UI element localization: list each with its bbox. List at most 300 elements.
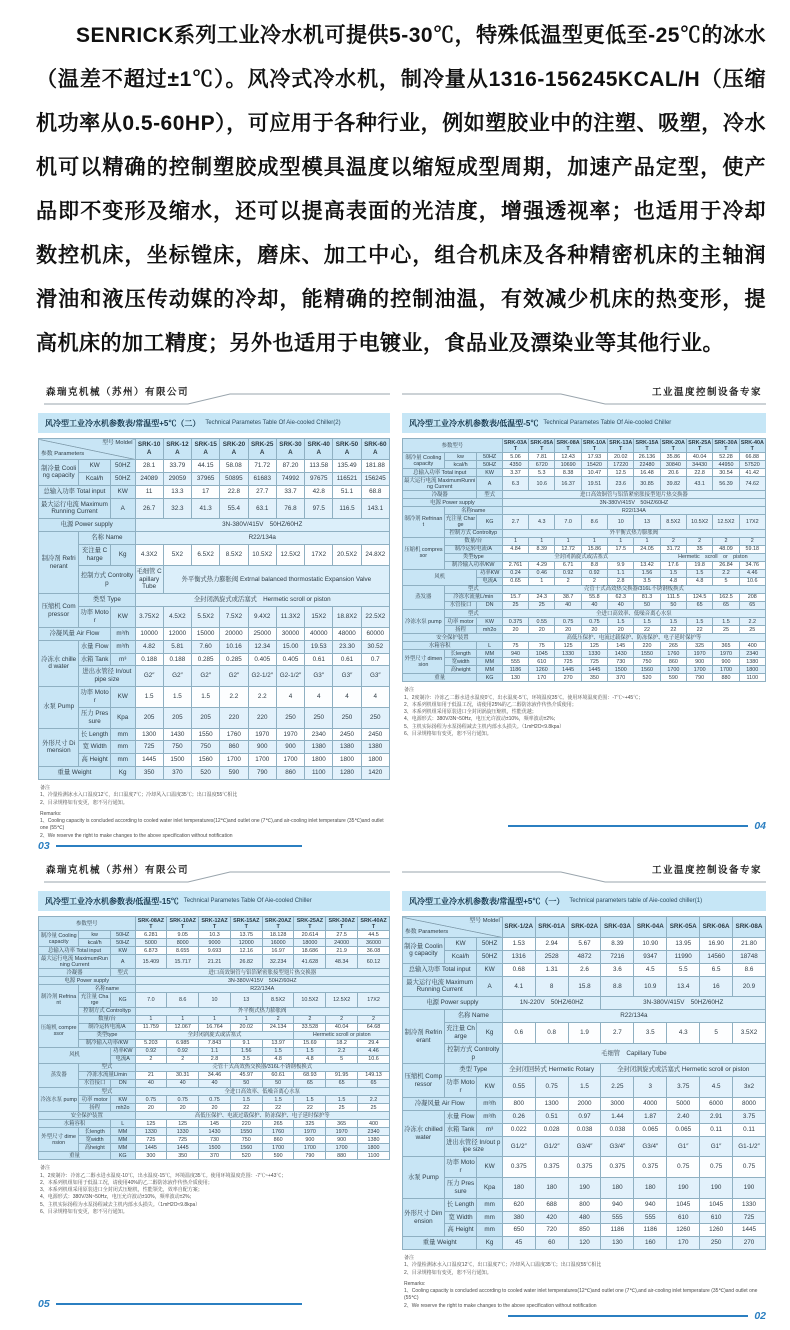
param-label-cell: 宽 Width bbox=[444, 1211, 477, 1224]
company-name: 森瑞克机械（苏州）有限公司 bbox=[46, 387, 190, 398]
spec-value-cell: 370 bbox=[163, 767, 191, 780]
spec-value-cell: 25 bbox=[739, 626, 765, 634]
spec-value-cell: 590 bbox=[660, 674, 686, 682]
param-label-cell: KW bbox=[110, 1096, 135, 1104]
param-label-cell: 总输入功率 Total input bbox=[403, 469, 477, 477]
spec-value-cell: 790 bbox=[294, 1152, 326, 1160]
param-label-cell: 冷冻水流量L/min bbox=[444, 593, 502, 601]
param-label-cell: 电源 Power supply bbox=[403, 997, 503, 1010]
spec-value-cell: 1.5 bbox=[608, 618, 634, 626]
param-label-cell: Kg bbox=[110, 545, 135, 566]
spec-value-cell: 1380 bbox=[358, 1136, 390, 1144]
spec-value-cell: G2″ bbox=[192, 666, 220, 687]
spec-value-cell: 27.7 bbox=[248, 485, 276, 498]
page-number-row bbox=[38, 840, 390, 854]
spec-value-cell: 55.8 bbox=[581, 593, 607, 601]
spec-value-cell: 25 bbox=[502, 601, 528, 609]
spec-value-cell: 2.761 bbox=[502, 561, 528, 569]
spec-value-cell: 190 bbox=[733, 1178, 766, 1199]
spec-value-cell: 250 bbox=[361, 707, 389, 728]
spec-value-cell: 30.52 bbox=[361, 640, 389, 653]
footnote-line: Remarks: bbox=[40, 810, 62, 817]
param-label-cell: DN bbox=[477, 601, 502, 609]
spec-value-cell: 6000 bbox=[700, 1098, 733, 1111]
spec-value-cell: 4872 bbox=[568, 950, 601, 963]
param-label-cell: 制冷运转电流/A bbox=[79, 1023, 135, 1031]
model-header-cell: SRK-30A bbox=[276, 439, 304, 460]
spec-value-cell: 26.82 bbox=[230, 955, 262, 969]
param-label-cell: 50HZ bbox=[477, 938, 502, 951]
spec-value-cell: 33.528 bbox=[294, 1023, 326, 1031]
spec-value-cell: 6.71 bbox=[555, 561, 581, 569]
spec-value-cell: 0.46 bbox=[529, 569, 555, 577]
param-label-cell: 高height bbox=[444, 666, 477, 674]
model-header-cell: SRK-10AT bbox=[582, 439, 606, 452]
spec-value-cell: 10.6 bbox=[358, 1055, 390, 1063]
spec-value-cell: R22/134a bbox=[502, 1010, 765, 1023]
company-name: 工业温度控制设备专家 bbox=[651, 865, 762, 876]
spec-value-cell: 8.6 bbox=[581, 515, 607, 529]
spec-value-cell: 41.628 bbox=[294, 955, 326, 969]
spec-value-cell: 1 bbox=[634, 537, 660, 545]
spec-value-cell: 145 bbox=[199, 1120, 231, 1128]
footnote-line: 1、Cooling capacity is concluded according to cooled water inlet temperatures(12℃)and outlet one (7℃),and air-cooling inlet temperature (35℃)and outlet one (55℃) bbox=[40, 818, 384, 832]
footnotes bbox=[38, 1165, 390, 1216]
param-label-cell: Kcal/h bbox=[444, 950, 477, 963]
spec-value-cell: 20 bbox=[199, 1104, 231, 1112]
spec-value-cell: 12.067 bbox=[167, 1023, 199, 1031]
param-label-cell: 功率KW bbox=[110, 1047, 135, 1055]
spec-value-cell: 4.82 bbox=[135, 640, 163, 653]
spec-value-cell: 900 bbox=[294, 1136, 326, 1144]
spec-value-cell: 0.038 bbox=[601, 1123, 634, 1136]
spec-value-cell: 1330 bbox=[167, 1128, 199, 1136]
spec-value-cell: 370 bbox=[199, 1152, 231, 1160]
spec-value-cell: 520 bbox=[230, 1152, 262, 1160]
footnote-line: 3、本系列机组采用原装进口全封闭涡旋压缩机，性能优越； bbox=[404, 709, 537, 716]
param-label-cell: 参数型号 bbox=[403, 439, 503, 453]
spec-value-cell: 71.72 bbox=[248, 460, 276, 473]
spec-value-cell: 4.3X2 bbox=[135, 545, 163, 566]
spec-value-cell: 外平衡式热力膨胀阀 bbox=[135, 1007, 390, 1015]
spec-value-cell: 156245 bbox=[361, 472, 389, 485]
spec-value-cell: 1.1 bbox=[199, 1047, 231, 1055]
model-header-cell: SRK-30AZT bbox=[326, 917, 358, 931]
spec-value-cell: 0.75 bbox=[135, 1096, 167, 1104]
spec-value-cell: 1.5 bbox=[262, 1047, 294, 1055]
spec-value-cell: 22.8 bbox=[686, 469, 712, 477]
spec-value-cell: 180 bbox=[535, 1178, 568, 1199]
spec-value-cell: 68.8 bbox=[361, 485, 389, 498]
spec-value-cell: 全进口高效率、低噪音离心水泵 bbox=[135, 1088, 390, 1096]
param-label-cell: 制冷量 Cooling capacity bbox=[39, 460, 79, 486]
spec-value-cell: 8.39 bbox=[601, 938, 634, 951]
spec-value-cell: 4 bbox=[333, 687, 361, 708]
spec-value-cell: 13.75 bbox=[230, 931, 262, 939]
spec-value-cell: 11990 bbox=[667, 950, 700, 963]
spec-value-cell: 3N-380V/415V 50HZ/60HZ bbox=[135, 977, 390, 985]
spec-value-cell: 1.1 bbox=[608, 569, 634, 577]
spec-value-cell: R22/134A bbox=[135, 985, 390, 993]
spec-value-cell: 1.5 bbox=[713, 618, 739, 626]
page-header bbox=[38, 860, 390, 884]
param-label-cell: 总输入功率 Total input bbox=[403, 963, 477, 976]
spec-value-cell: 8.5X2 bbox=[660, 515, 686, 529]
spec-value-cell: 65 bbox=[713, 601, 739, 609]
spec-value-cell: 270 bbox=[733, 1237, 766, 1250]
spec-value-cell: 50 bbox=[262, 1079, 294, 1087]
spec-value-cell bbox=[39, 439, 136, 460]
table-title-en: Technical Parametes Table Of Aie-cooled Chiller bbox=[183, 898, 312, 904]
spec-value-cell: 25000 bbox=[248, 627, 276, 640]
spec-value-cell: 20.5X2 bbox=[333, 545, 361, 566]
spec-value-cell: 63.1 bbox=[248, 498, 276, 519]
model-header-cell: SRK-25AZT bbox=[294, 917, 326, 931]
spec-value-cell: 97675 bbox=[305, 472, 333, 485]
spec-value-cell: 0.188 bbox=[135, 653, 163, 666]
param-label-cell: 长length bbox=[79, 1128, 111, 1136]
spec-value-cell: 1186 bbox=[502, 666, 528, 674]
param-label-cell: 功率 Motor bbox=[79, 607, 111, 628]
param-label-cell: 功率 Motor bbox=[79, 687, 111, 708]
spec-value-cell: 555 bbox=[502, 658, 528, 666]
spec-value-cell: 1 bbox=[529, 537, 555, 545]
spec-value-cell: G1/2″ bbox=[535, 1136, 568, 1157]
spec-value-cell: 1500 bbox=[163, 754, 191, 767]
spec-value-cell: 590 bbox=[220, 767, 248, 780]
footnote-line: 2、We reserve the right to make changes to the above specification without notification bbox=[40, 832, 233, 839]
model-header-cell: SRK-40AT bbox=[740, 439, 764, 452]
spec-value-cell: 688 bbox=[535, 1198, 568, 1211]
spec-value-cell: 1970 bbox=[294, 1128, 326, 1136]
footnote-line: 2、目录规格如有变更，恕不另行通知。 bbox=[404, 1269, 492, 1276]
spec-value-cell: 50895 bbox=[220, 472, 248, 485]
param-label-cell: 外型尺寸 dimension bbox=[39, 1128, 79, 1152]
spec-value-cell: 15000 bbox=[192, 627, 220, 640]
spec-value-cell: 2 bbox=[358, 1015, 390, 1023]
spec-value-cell: 365 bbox=[713, 642, 739, 650]
spec-value-cell: 190 bbox=[568, 1178, 601, 1199]
company-name: 森瑞克机械（苏州）有限公司 bbox=[46, 865, 190, 876]
spec-value-cell: 22 bbox=[262, 1104, 294, 1112]
param-label-cell: 充注量 Charge bbox=[445, 515, 476, 529]
header-swoosh-line bbox=[402, 870, 766, 884]
spec-value-cell: 14560 bbox=[700, 950, 733, 963]
spec-value-cell: 220 bbox=[248, 707, 276, 728]
param-label-cell: 型式 bbox=[477, 491, 502, 499]
page-header bbox=[38, 382, 390, 406]
param-label-cell: KW bbox=[477, 963, 502, 976]
spec-value-cell: G2″ bbox=[163, 666, 191, 687]
spec-value-cell: 22480 bbox=[634, 461, 660, 469]
spec-value-cell: 10.5X2 bbox=[686, 515, 712, 529]
spec-value-cell: 1500 bbox=[199, 1144, 231, 1152]
spec-value-cell: 壳管干式高效热交换器/316L不锈钢板换式 bbox=[502, 585, 765, 593]
spec-value-cell: 0.55 bbox=[529, 618, 555, 626]
spec-value-cell: 1560 bbox=[634, 666, 660, 674]
spec-value-cell: 370 bbox=[608, 674, 634, 682]
spec-value-cell: 208 bbox=[739, 593, 765, 601]
param-label-cell: 蒸发器 bbox=[403, 585, 445, 609]
spec-value-cell: 170 bbox=[667, 1237, 700, 1250]
spec-value-cell: 45 bbox=[502, 1237, 535, 1250]
spec-value-cell: 18748 bbox=[733, 950, 766, 963]
spec-value-cell: 23.6 bbox=[608, 477, 634, 491]
spec-value-cell: 135.49 bbox=[333, 460, 361, 473]
spec-value-cell: 725 bbox=[135, 741, 163, 754]
spec-value-cell: 4.29 bbox=[529, 561, 555, 569]
spec-value-cell: 10.3 bbox=[199, 931, 231, 939]
spec-value-cell: 2 bbox=[581, 577, 607, 585]
spec-value-cell: 10.6 bbox=[529, 477, 555, 491]
model-header-cell: SRK-10AZT bbox=[167, 917, 199, 931]
spec-value-cell: 116521 bbox=[333, 472, 361, 485]
param-label-cell: 冷冻水 chilled water bbox=[403, 1110, 445, 1156]
spec-value-cell: 1 bbox=[135, 1015, 167, 1023]
spec-value-cell: 0.92 bbox=[555, 569, 581, 577]
model-header-cell: SRK-05AT bbox=[530, 439, 554, 452]
spec-value-cell: 58.08 bbox=[220, 460, 248, 473]
spec-value-cell: 35.86 bbox=[660, 453, 686, 461]
spec-value-cell: 13 bbox=[634, 515, 660, 529]
spec-value-cell: 190 bbox=[667, 1178, 700, 1199]
spec-value-cell: 1.5 bbox=[660, 569, 686, 577]
spec-value-cell: 1800 bbox=[305, 754, 333, 767]
spec-value-cell: 34430 bbox=[686, 461, 712, 469]
spec-value-cell: 5.81 bbox=[163, 640, 191, 653]
spec-value-cell: 28.1 bbox=[135, 460, 163, 473]
spec-value-cell: 520 bbox=[634, 674, 660, 682]
footnote-line: 2、本系列机组如用于低温工况，请使用40%的乙二醇防冻液作传热介质使用； bbox=[40, 1179, 213, 1186]
spec-value-cell: 4.8 bbox=[660, 577, 686, 585]
table-title-en: Technical Parametes Table Of Aie-cooled Chiller bbox=[543, 420, 672, 426]
model-header-cell: SRK-15A bbox=[192, 439, 220, 460]
spec-value-cell: 16.48 bbox=[634, 469, 660, 477]
spec-value-cell: 2.7 bbox=[502, 515, 528, 529]
param-label-cell: 最大运行电流 MaximumRunning Current bbox=[39, 955, 111, 969]
spec-value-cell: 17X2 bbox=[739, 515, 765, 529]
spec-value-cell: 265 bbox=[262, 1120, 294, 1128]
page-header bbox=[402, 860, 766, 884]
model-header-cell: SRK-40AZT bbox=[358, 917, 390, 931]
spec-value-cell: 8.8 bbox=[601, 976, 634, 997]
spec-value-cell: 3N-380V/415V 50HZ/60HZ bbox=[601, 997, 766, 1010]
spec-value-cell: 5X2 bbox=[163, 545, 191, 566]
model-header-cell: SRK-25AT bbox=[688, 439, 712, 452]
param-label-cell: 总输入功率 Total input bbox=[39, 947, 111, 955]
spec-table bbox=[402, 438, 766, 682]
spec-value-cell: 120 bbox=[568, 1237, 601, 1250]
param-label-cell: 宽width bbox=[79, 1136, 111, 1144]
diag-label-parameters: 参数 Parameters bbox=[405, 928, 449, 935]
spec-value-cell: 13.4 bbox=[667, 976, 700, 997]
spec-table bbox=[402, 916, 766, 1250]
spec-value-cell: 130 bbox=[601, 1237, 634, 1250]
spec-value-cell: 57520 bbox=[739, 461, 765, 469]
spec-value-cell: 4.3 bbox=[529, 515, 555, 529]
model-header-cell: SRK-15AZT bbox=[230, 917, 262, 931]
spec-value-cell: 37965 bbox=[192, 472, 220, 485]
spec-value-cell: 15.409 bbox=[135, 955, 167, 969]
param-label-cell: KG bbox=[110, 993, 135, 1007]
param-label-cell: 水箱 Tank bbox=[444, 1123, 477, 1136]
spec-value-cell: 24000 bbox=[326, 939, 358, 947]
footnote-line: 6、目录规格如有变更，恕不另行通知。 bbox=[40, 1208, 128, 1215]
spec-value-cell: 5.3 bbox=[529, 469, 555, 477]
spec-value-cell: 20000 bbox=[220, 627, 248, 640]
catalog-page bbox=[402, 860, 766, 1322]
spec-value-cell: 18.8X2 bbox=[333, 607, 361, 628]
spec-value-cell: 880 bbox=[713, 674, 739, 682]
spec-value-cell: 2 bbox=[713, 537, 739, 545]
spec-value-cell: 65 bbox=[739, 601, 765, 609]
model-header-cell: SRK-08AT bbox=[556, 439, 580, 452]
spec-value-cell: 7.60 bbox=[192, 640, 220, 653]
spec-table bbox=[38, 916, 390, 1160]
spec-value-cell: 3.37 bbox=[502, 469, 528, 477]
param-label-cell: 功率 motor bbox=[444, 618, 477, 626]
spec-value-cell: 48000 bbox=[333, 627, 361, 640]
spec-value-cell: 62.3 bbox=[608, 593, 634, 601]
param-label-cell: 重量 bbox=[403, 674, 477, 682]
page-number-row bbox=[38, 1298, 390, 1312]
spec-value-cell: 0.75 bbox=[555, 618, 581, 626]
spec-value-cell: 40000 bbox=[305, 627, 333, 640]
param-label-cell: Kcal/h bbox=[79, 472, 111, 485]
spec-value-cell: 160 bbox=[634, 1237, 667, 1250]
spec-value-cell: 15X2 bbox=[305, 607, 333, 628]
spec-value-cell: 4 bbox=[305, 687, 333, 708]
spec-value-cell: 116.5 bbox=[333, 498, 361, 519]
spec-value-cell: 75 bbox=[502, 642, 528, 650]
spec-value-cell: 220 bbox=[634, 642, 660, 650]
spec-value-cell: 18.128 bbox=[262, 931, 294, 939]
spec-value-cell: 10.5X2 bbox=[294, 993, 326, 1007]
spec-value-cell: 3.75 bbox=[733, 1110, 766, 1123]
spec-value-cell: 2.2 bbox=[248, 687, 276, 708]
spec-value-cell: 0.75 bbox=[167, 1096, 199, 1104]
header-swoosh-line bbox=[38, 392, 390, 406]
spec-value-cell: 1970 bbox=[686, 650, 712, 658]
spec-value-cell: 190 bbox=[700, 1178, 733, 1199]
param-label-cell: 50HZ bbox=[477, 461, 502, 469]
param-label-cell: m³/h bbox=[477, 1098, 502, 1111]
spec-value-cell: 3N-380V/415V 50HZ/60HZ bbox=[135, 519, 390, 532]
param-label-cell: KW bbox=[110, 947, 135, 955]
param-label-cell: Kg bbox=[110, 767, 135, 780]
spec-value-cell: 5.67 bbox=[568, 938, 601, 951]
spec-value-cell: 8000 bbox=[733, 1098, 766, 1111]
spec-value-cell: 1045 bbox=[529, 650, 555, 658]
spec-value-cell: 270 bbox=[555, 674, 581, 682]
spec-value-cell: 3.6 bbox=[601, 963, 634, 976]
model-header-cell: SRK-40A bbox=[305, 439, 333, 460]
spec-value-cell: 2.7 bbox=[601, 1023, 634, 1044]
spec-value-cell: 1.5 bbox=[686, 569, 712, 577]
param-label-cell: MM bbox=[110, 1144, 135, 1152]
spec-value-cell: 6720 bbox=[529, 461, 555, 469]
spec-value-cell: 2 bbox=[135, 1055, 167, 1063]
spec-value-cell: 11.759 bbox=[135, 1023, 167, 1031]
spec-value-cell: 1380 bbox=[305, 741, 333, 754]
spec-value-cell: 32.3 bbox=[163, 498, 191, 519]
spec-value-cell: 1.5 bbox=[163, 687, 191, 708]
spec-value-cell: 1970 bbox=[276, 728, 304, 741]
spec-value-cell: 24089 bbox=[135, 472, 163, 485]
spec-value-cell: 1800 bbox=[333, 754, 361, 767]
spec-value-cell: Hermetic scroll or piston bbox=[660, 553, 765, 561]
diag-label-model: 型号 Moldel bbox=[469, 918, 500, 924]
spec-value-cell: 10.5X2 bbox=[248, 545, 276, 566]
spec-value-cell: 1 bbox=[608, 537, 634, 545]
spec-value-cell: 8 bbox=[535, 976, 568, 997]
param-label-cell: 长 Length bbox=[444, 1198, 477, 1211]
param-label-cell: 外形尺寸 Dimension bbox=[39, 728, 79, 767]
spec-value-cell: 2.25 bbox=[601, 1077, 634, 1098]
spec-value-cell: 250 bbox=[305, 707, 333, 728]
spec-value-cell: 1.87 bbox=[634, 1110, 667, 1123]
param-label-cell: 控制方式 Controltyp bbox=[444, 1043, 502, 1064]
table-title-cn: 风冷型工业冷水机参数表/常温型+5℃（一） bbox=[409, 896, 565, 906]
spec-value-cell: 17X2 bbox=[358, 993, 390, 1007]
spec-value-cell: 2.8 bbox=[199, 1055, 231, 1063]
spec-value-cell: 1800 bbox=[739, 666, 765, 674]
spec-value-cell: 65 bbox=[358, 1079, 390, 1087]
spec-value-cell: 650 bbox=[502, 1224, 535, 1237]
spec-value-cell: 3.5 bbox=[230, 1055, 262, 1063]
spec-value-cell: 0.065 bbox=[634, 1123, 667, 1136]
spec-value-cell: 940 bbox=[634, 1198, 667, 1211]
param-label-cell: 类型 Type bbox=[444, 1064, 502, 1077]
spec-value-cell: 20 bbox=[167, 1104, 199, 1112]
param-label-cell: kw bbox=[444, 453, 477, 461]
spec-value-cell: 0.375 bbox=[601, 1157, 634, 1178]
footnote-line: 1、2度制冷：冷冻乙二醇水进水温度-10℃，出水温度-15℃，环境温度35℃。使用环境温度范围：-7℃~+43℃； bbox=[40, 1172, 287, 1179]
spec-value-cell: 97.5 bbox=[305, 498, 333, 519]
param-label-cell: 50HZ bbox=[477, 950, 502, 963]
spec-value-cell: 5.5X2 bbox=[192, 607, 220, 628]
spec-value-cell: 162.5 bbox=[713, 593, 739, 601]
spec-value-cell: 880 bbox=[326, 1152, 358, 1160]
catalog-page bbox=[38, 860, 390, 1312]
spec-value-cell: 0.26 bbox=[502, 1110, 535, 1123]
param-label-cell: 水泵 Pump bbox=[403, 1157, 445, 1198]
spec-value-cell: 325 bbox=[686, 642, 712, 650]
spec-value-cell: 2450 bbox=[361, 728, 389, 741]
model-header-cell: SRK-02A bbox=[568, 917, 601, 938]
spec-value-cell: 32.234 bbox=[262, 955, 294, 969]
spec-value-cell: 50 bbox=[660, 601, 686, 609]
spec-value-cell: 59.18 bbox=[739, 545, 765, 553]
spec-value-cell: 365 bbox=[326, 1120, 358, 1128]
spec-value-cell: 480 bbox=[568, 1211, 601, 1224]
spec-value-cell: 1445 bbox=[733, 1224, 766, 1237]
spec-value-cell: 0.75 bbox=[733, 1157, 766, 1178]
spec-value-cell: R22/134A bbox=[502, 507, 765, 515]
spec-value-cell: 610 bbox=[667, 1211, 700, 1224]
spec-value-cell: 16.97 bbox=[262, 947, 294, 955]
spec-value-cell: 1380 bbox=[739, 658, 765, 666]
param-label-cell: 安全保护装置 bbox=[403, 634, 503, 642]
spec-value-cell: 22 bbox=[230, 1104, 262, 1112]
param-label-cell: mm bbox=[110, 741, 135, 754]
spec-value-cell: 17.5 bbox=[608, 545, 634, 553]
spec-value-cell: 180 bbox=[502, 1178, 535, 1199]
spec-value-cell: 0.92 bbox=[581, 569, 607, 577]
spec-value-cell: 250 bbox=[333, 707, 361, 728]
spec-value-cell: 3N-380V/415V 50HZ/60HZ bbox=[502, 499, 765, 507]
spec-value-cell: 10.9 bbox=[634, 976, 667, 997]
